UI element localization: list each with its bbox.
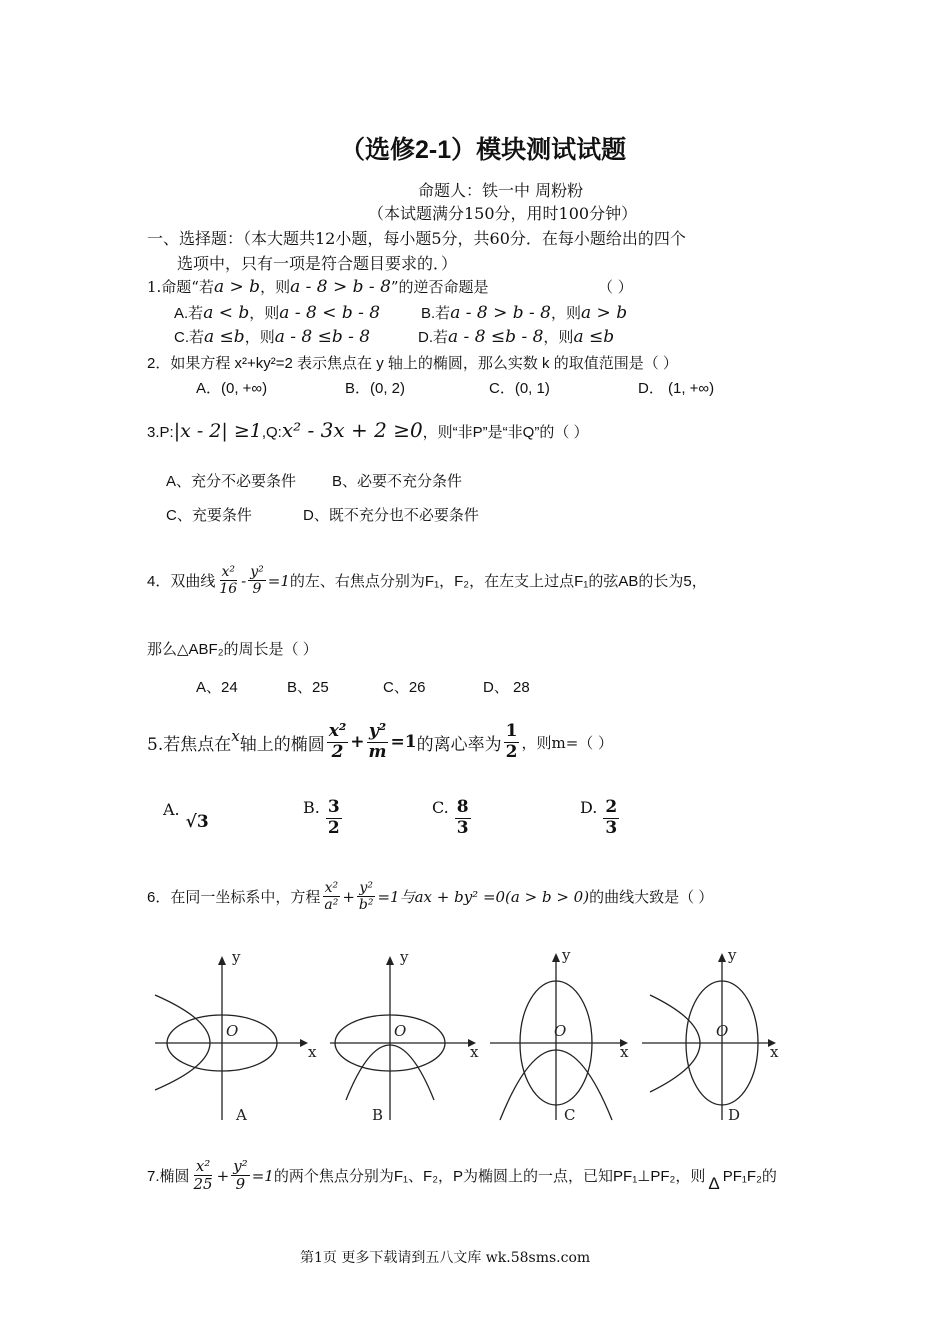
section-heading-cont: 选项中，只有一项是符合题目要求的．）: [177, 254, 458, 273]
q6-f2-den: b²: [358, 897, 374, 914]
graph-c-label: C: [564, 1106, 576, 1124]
q5-b-den: 2: [327, 817, 340, 838]
q2-option-c: C．(0, 1): [489, 380, 550, 397]
q1-option-d: [418, 326, 614, 347]
q3-option-c: C、充要条件: [166, 507, 252, 524]
q6-f2-num: y²: [359, 880, 373, 896]
q4-suffix: 的左、右焦点分别为F₁，F₂，在左支上过点F₁的弦AB的长为5，: [289, 573, 707, 591]
q5-a-label: A.: [163, 800, 180, 819]
q1-a-cond: a < b: [203, 303, 250, 323]
graph-a-label: A: [236, 1106, 247, 1124]
author-line: 命题人：铁一中 周粉粉: [418, 181, 584, 200]
q5-prefix: 5.若焦点在: [147, 734, 232, 755]
q5-e-num: 1: [505, 721, 518, 741]
q3-suffix: ，则“非P”是“非Q”的（ ）: [422, 424, 589, 441]
q7-eq: =1: [251, 1166, 274, 1185]
q3-p-expr: |x - 2| ≥1: [173, 420, 262, 442]
graph-c-x-label: x: [620, 1043, 629, 1061]
q7-prefix: 7.椭圆: [147, 1168, 190, 1186]
q5-f1-num: x²: [328, 721, 347, 741]
graph-d-y-label: y: [728, 950, 737, 964]
q1-b-cond: a - 8 > b - 8: [450, 303, 551, 323]
q7-plus: +: [216, 1166, 230, 1185]
q5-frac-y: [367, 722, 389, 762]
q3-option-b: B、必要不充分条件: [332, 473, 463, 490]
q1-c-mid: ，则: [244, 329, 275, 346]
q1-a-mid: ，则: [249, 305, 280, 322]
graph-a-y-label: y: [232, 950, 241, 966]
q5-c-num: 8: [456, 797, 469, 817]
q1-paren: （ ）: [598, 278, 633, 296]
q4-f1-den: 16: [219, 581, 238, 598]
graph-d-label: D: [728, 1106, 741, 1124]
q1-end: ”的逆否命题是: [390, 278, 489, 296]
question-5: [147, 722, 613, 762]
question-1: [147, 276, 489, 297]
q5-c-frac: [455, 798, 471, 838]
q5-suffix: ，则m=（ ）: [521, 733, 614, 752]
graph-b-x-label: x: [470, 1043, 479, 1061]
graph-d-x-label: x: [770, 1043, 779, 1061]
q7-f1-den: 25: [193, 1175, 213, 1194]
q6-graphs: [150, 950, 790, 1130]
q1-stem: 1.命题“若: [147, 278, 214, 296]
q4-f2-den: 9: [252, 581, 262, 598]
q5-option-a: [163, 800, 209, 832]
q5-d-num: 2: [605, 797, 618, 817]
q6-f1-num: x²: [324, 880, 339, 896]
q6-prefix: 6．在同一坐标系中，方程: [147, 889, 321, 907]
q4-minus: -: [241, 571, 247, 590]
graph-a-origin: O: [226, 1022, 239, 1040]
q1-mid: ，则: [260, 278, 291, 296]
question-6: [147, 880, 713, 913]
page-title: （选修2-1）模块测试试题: [340, 136, 627, 164]
q5-e-den: 2: [505, 741, 518, 762]
q5-f1-den: 2: [331, 741, 344, 762]
score-info: （本试题满分150分，用时100分钟）: [368, 204, 638, 223]
q5-mid: 轴上的椭圆: [239, 734, 325, 755]
graph-b-y-label: y: [400, 950, 409, 966]
q1-d-concl: a ≤b: [573, 327, 615, 347]
q1-option-c: [174, 326, 370, 347]
q5-d-den: 3: [605, 817, 618, 838]
q5-c-den: 3: [456, 817, 469, 838]
q7-frac-y: [231, 1158, 250, 1194]
question-3: [147, 418, 589, 442]
q2-option-a: A．(0, +∞): [196, 380, 268, 397]
q4-line2: 那么△ABF₂的周长是（ ）: [147, 641, 318, 658]
q1-concl: a - 8 > b - 8: [290, 277, 391, 297]
q4-option-c: C、26: [383, 679, 426, 696]
q4-option-b: B、25: [287, 679, 329, 696]
question-2: 2．如果方程 x²+ky²=2 表示焦点在 y 轴上的椭圆，那么实数 k 的取值范围是（ ）: [147, 355, 678, 372]
q5-d-frac: [603, 798, 619, 838]
q5-f2-num: y²: [368, 721, 387, 741]
q3-prefix: 3.P:: [147, 424, 174, 441]
q4-f1-num: x²: [221, 564, 236, 580]
q7-f2-num: y²: [233, 1157, 248, 1175]
q5-mid2: 的离心率为: [416, 734, 502, 755]
q5-b-frac: [326, 798, 342, 838]
q5-a-val: √3: [185, 812, 209, 832]
q6-suffix: 的曲线大致是（ ）: [589, 889, 714, 907]
graph-c-y-label: y: [562, 950, 571, 964]
q3-option-a: A、充分不必要条件: [166, 473, 297, 490]
q5-c-label: C.: [432, 798, 449, 817]
q6-frac-x: [322, 880, 340, 913]
q1-a-label: A.若: [174, 305, 204, 322]
q1-d-label: D.若: [418, 329, 449, 346]
q5-b-num: 3: [327, 797, 340, 817]
graph-b-origin: O: [394, 1022, 407, 1040]
q7-delta: Δ: [708, 1173, 720, 1193]
q1-b-mid: ，则: [551, 305, 582, 322]
q5-frac-x: [327, 722, 349, 762]
q1-option-b: [421, 302, 627, 323]
q4-prefix: 4．双曲线: [147, 573, 216, 591]
q5-b-label: B.: [303, 798, 320, 817]
q1-cond: a > b: [213, 277, 261, 297]
q1-option-a: [174, 302, 380, 323]
q6-mid: =1与ax + by² =0(a > b > 0): [377, 888, 590, 907]
q3-q-expr: x² - 3x + 2 ≥0: [281, 418, 423, 442]
q1-d-cond: a - 8 ≤b - 8: [448, 327, 544, 347]
q2-option-b: B．(0, 2): [345, 380, 406, 397]
q7-suffix: PF₁F₂的: [722, 1168, 777, 1186]
section-heading: 一、选择题：（本大题共12小题，每小题5分，共60分．在每小题给出的四个: [147, 229, 686, 248]
q1-b-concl: a > b: [581, 303, 628, 323]
q7-f1-num: x²: [195, 1157, 211, 1175]
graph-b-label: B: [372, 1106, 384, 1124]
q4-option-d: D、 28: [483, 679, 530, 696]
q1-c-cond: a ≤b: [204, 327, 245, 347]
q4-f2-num: y²: [250, 564, 264, 580]
q5-option-c: [432, 798, 473, 838]
graph-c-origin: O: [554, 1022, 567, 1040]
q4-frac-y: [248, 564, 266, 597]
q7-f2-den: 9: [235, 1175, 246, 1194]
q7-frac-x: [192, 1158, 215, 1194]
q5-frac-e: [504, 722, 520, 762]
q5-eq: =1: [390, 732, 417, 753]
q3-option-d: D、既不充分也不必要条件: [303, 507, 479, 524]
page-footer: 第1页 更多下载请到五八文库 wk.58sms.com: [300, 1250, 591, 1266]
q7-mid: 的两个焦点分别为F₁、F₂，P为椭圆上的一点，已知PF₁⊥PF₂，则: [273, 1168, 706, 1186]
q6-frac-y: [357, 880, 376, 913]
graph-d-origin: O: [716, 1022, 729, 1040]
q1-c-concl: a - 8 ≤b - 8: [274, 327, 371, 347]
q1-b-label: B.若: [421, 305, 451, 322]
q1-d-mid: ，则: [543, 329, 574, 346]
q2-option-d: D． (1, +∞): [638, 380, 715, 397]
question-4: [147, 564, 707, 597]
q1-c-label: C.若: [174, 329, 205, 346]
q5-option-b: [303, 798, 344, 838]
q5-axis: x: [231, 727, 240, 746]
q5-plus: +: [350, 732, 365, 753]
question-7: [147, 1158, 777, 1194]
graph-a-x-label: x: [308, 1043, 317, 1061]
q1-a-concl: a - 8 < b - 8: [279, 303, 381, 323]
q3-q-label: ,Q:: [261, 424, 282, 441]
q6-f1-den: a²: [324, 897, 339, 914]
q4-eq: =1: [267, 571, 290, 590]
graph-d: [642, 953, 776, 1120]
q4-frac-x: [217, 564, 239, 597]
q5-option-d: [580, 798, 621, 838]
q5-f2-den: m: [368, 741, 387, 762]
q4-option-a: A、24: [196, 679, 238, 696]
q5-d-label: D.: [580, 798, 598, 817]
q6-plus: +: [342, 887, 355, 906]
